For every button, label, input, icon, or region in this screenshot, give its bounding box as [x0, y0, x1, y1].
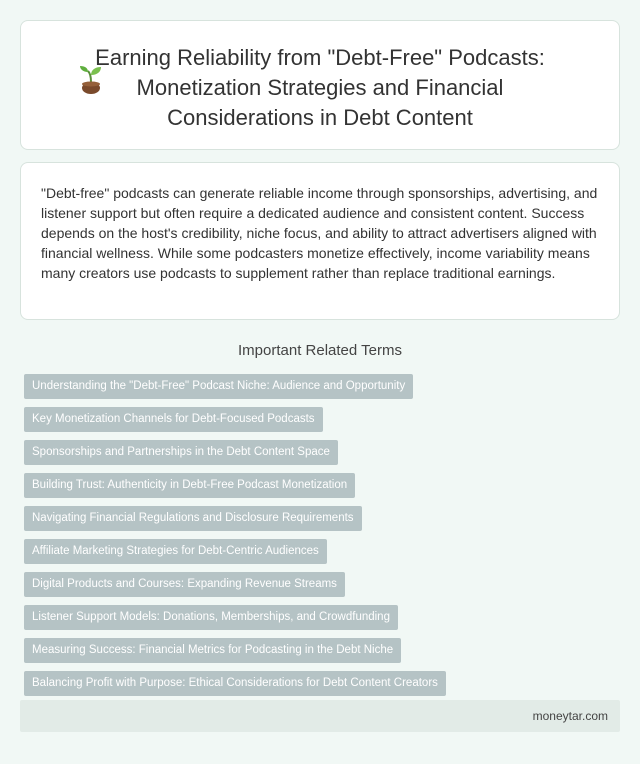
- related-term-tag[interactable]: Key Monetization Channels for Debt-Focused Podcasts: [24, 407, 323, 432]
- page-title: [21, 43, 619, 133]
- footer-bar: [20, 700, 620, 732]
- summary-text: "Debt-free" podcasts can generate reliable income through sponsorships, advertising, and listener support but often require a dedicated audience and consistent content. Success depends on the host's credibility, niche focus, and ability to attract advertisers aligned with financial wellness. While some podcasters monetize effectively, income variability means many creators use podcasts to supplement rather than replace traditional earnings.: [41, 185, 598, 281]
- related-terms-heading: Important Related Terms: [238, 342, 402, 359]
- title-line-3: Considerations in Debt Content: [167, 105, 473, 130]
- related-term-tag[interactable]: Affiliate Marketing Strategies for Debt-Centric Audiences: [24, 539, 327, 564]
- related-term-tag[interactable]: Digital Products and Courses: Expanding Revenue Streams: [24, 572, 345, 597]
- title-card: [20, 20, 620, 150]
- related-term-tag[interactable]: Building Trust: Authenticity in Debt-Free Podcast Monetization: [24, 473, 355, 498]
- title-line-1: Earning Reliability from "Debt-Free" Podcasts:: [95, 45, 545, 70]
- related-term-tag[interactable]: Sponsorships and Partnerships in the Debt Content Space: [24, 440, 338, 465]
- title-line-2: Monetization Strategies and Financial: [136, 75, 504, 100]
- related-term-tag[interactable]: Understanding the "Debt-Free" Podcast Niche: Audience and Opportunity: [24, 374, 413, 399]
- related-term-tag[interactable]: Balancing Profit with Purpose: Ethical Considerations for Debt Content Creators: [24, 671, 446, 696]
- summary-card: [20, 162, 620, 320]
- related-terms-list: [24, 374, 624, 704]
- related-term-tag[interactable]: Listener Support Models: Donations, Memberships, and Crowdfunding: [24, 605, 398, 630]
- footer-site-link[interactable]: moneytar.com: [532, 709, 608, 723]
- related-term-tag[interactable]: Measuring Success: Financial Metrics for Podcasting in the Debt Niche: [24, 638, 401, 663]
- related-term-tag[interactable]: Navigating Financial Regulations and Disclosure Requirements: [24, 506, 362, 531]
